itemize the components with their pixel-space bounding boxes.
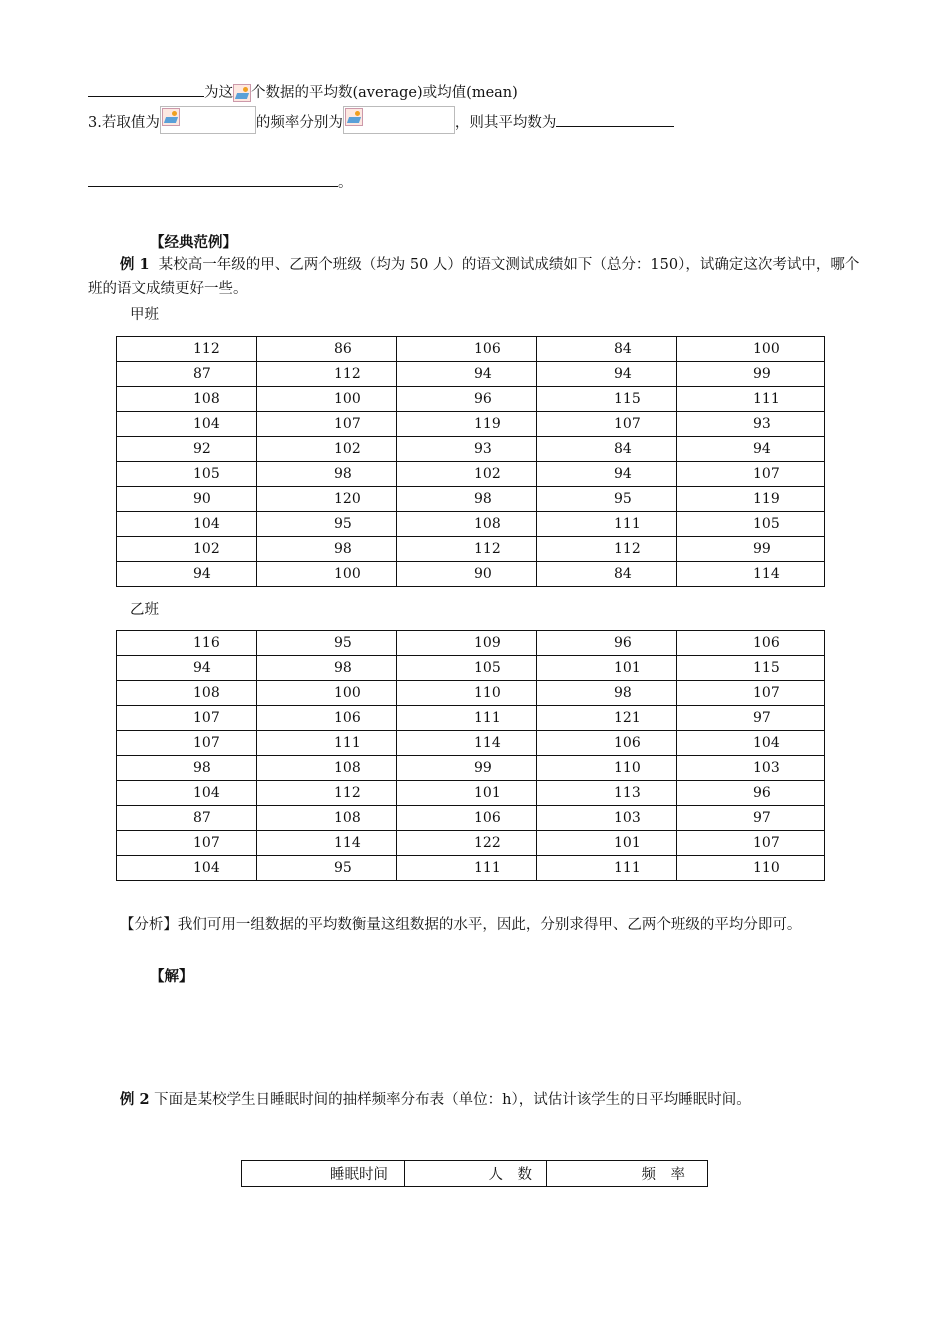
score-cell: 84 [537, 337, 677, 362]
table-row [117, 437, 825, 462]
example-2-label: 例 2 [119, 1091, 150, 1108]
score-cell: 95 [537, 487, 677, 512]
score-cell: 112 [117, 337, 257, 362]
broken-image-icon [162, 108, 180, 126]
analysis-paragraph [88, 913, 860, 937]
score-cell: 98 [257, 656, 397, 681]
class-a-title: 甲班 [130, 307, 159, 323]
table-row [117, 856, 825, 881]
score-cell: 106 [537, 731, 677, 756]
table-row [117, 387, 825, 412]
score-cell: 111 [537, 856, 677, 881]
header-sleep-time: 睡眠时间 [242, 1161, 405, 1187]
score-cell: 93 [397, 437, 537, 462]
score-cell: 100 [677, 337, 825, 362]
score-cell: 94 [537, 362, 677, 387]
score-cell: 105 [117, 462, 257, 487]
score-cell: 84 [537, 437, 677, 462]
score-cell: 115 [537, 387, 677, 412]
score-cell: 90 [117, 487, 257, 512]
score-cell: 107 [117, 831, 257, 856]
header-frequency: 频 率 [547, 1161, 708, 1187]
score-cell: 100 [257, 562, 397, 587]
score-cell: 111 [537, 512, 677, 537]
score-cell: 104 [117, 856, 257, 881]
intro-line-3: 。 [88, 170, 353, 192]
header-count: 人 数 [405, 1161, 547, 1187]
score-cell: 122 [397, 831, 537, 856]
score-cell: 104 [117, 412, 257, 437]
table-row [117, 362, 825, 387]
score-cell: 107 [257, 412, 397, 437]
score-cell: 107 [117, 731, 257, 756]
table-row [117, 412, 825, 437]
score-cell: 105 [397, 656, 537, 681]
score-cell: 95 [257, 512, 397, 537]
score-cell: 102 [257, 437, 397, 462]
answer-blank[interactable] [88, 80, 204, 97]
table-row [117, 806, 825, 831]
table-row [117, 656, 825, 681]
table-row [117, 706, 825, 731]
score-cell: 105 [677, 512, 825, 537]
score-cell: 108 [397, 512, 537, 537]
sleep-frequency-table [241, 1160, 708, 1187]
score-cell: 119 [677, 487, 825, 512]
score-cell: 103 [677, 756, 825, 781]
score-cell: 119 [397, 412, 537, 437]
table-row [117, 462, 825, 487]
score-cell: 114 [397, 731, 537, 756]
score-cell: 110 [537, 756, 677, 781]
example-1-paragraph [88, 253, 860, 301]
image-placeholder [343, 106, 455, 134]
class-b-score-table [116, 630, 825, 881]
score-cell: 114 [257, 831, 397, 856]
score-cell: 111 [397, 706, 537, 731]
score-cell: 113 [537, 781, 677, 806]
score-cell: 99 [677, 537, 825, 562]
score-cell: 104 [117, 781, 257, 806]
score-cell: 107 [677, 681, 825, 706]
score-cell: 110 [397, 681, 537, 706]
score-cell: 101 [397, 781, 537, 806]
score-cell: 99 [677, 362, 825, 387]
score-cell: 84 [537, 562, 677, 587]
score-cell: 94 [677, 437, 825, 462]
score-cell: 110 [677, 856, 825, 881]
example-1-label: 例 1 [119, 256, 150, 273]
score-cell: 106 [397, 806, 537, 831]
table-row [117, 781, 825, 806]
image-placeholder [160, 106, 256, 134]
score-cell: 103 [537, 806, 677, 831]
score-cell: 96 [397, 387, 537, 412]
score-cell: 114 [677, 562, 825, 587]
score-cell: 87 [117, 806, 257, 831]
score-cell: 108 [117, 681, 257, 706]
example-1-text: 某校高一年级的甲、乙两个班级（均为 50 人）的语文测试成绩如下（总分：150），试确定这次考试中，哪个班的语文成绩更好一些。 [88, 257, 860, 297]
answer-blank[interactable] [88, 170, 338, 187]
score-cell: 98 [537, 681, 677, 706]
score-cell: 102 [397, 462, 537, 487]
broken-image-icon [345, 108, 363, 126]
broken-image-icon [233, 84, 251, 102]
table-row [117, 337, 825, 362]
score-cell: 107 [537, 412, 677, 437]
score-cell: 108 [117, 387, 257, 412]
score-cell: 98 [117, 756, 257, 781]
score-cell: 95 [257, 856, 397, 881]
class-b-title: 乙班 [130, 602, 159, 618]
score-cell: 94 [117, 656, 257, 681]
score-cell: 101 [537, 656, 677, 681]
score-cell: 90 [397, 562, 537, 587]
table-row [117, 831, 825, 856]
answer-blank[interactable] [556, 110, 674, 127]
score-cell: 96 [677, 781, 825, 806]
score-cell: 86 [257, 337, 397, 362]
example-2-text: 下面是某校学生日睡眠时间的抽样频率分布表（单位：h），试估计该学生的日平均睡眠时间。 [154, 1092, 751, 1108]
table-row [117, 562, 825, 587]
score-cell: 111 [677, 387, 825, 412]
analysis-text: 我们可用一组数据的平均数衡量这组数据的水平，因此，分别求得甲、乙两个班级的平均分即可。 [177, 917, 802, 933]
score-cell: 106 [677, 631, 825, 656]
score-cell: 104 [677, 731, 825, 756]
score-cell: 102 [117, 537, 257, 562]
score-cell: 120 [257, 487, 397, 512]
score-cell: 98 [397, 487, 537, 512]
score-cell: 95 [257, 631, 397, 656]
score-cell: 112 [397, 537, 537, 562]
score-cell: 107 [677, 462, 825, 487]
score-cell: 94 [397, 362, 537, 387]
score-cell: 108 [257, 756, 397, 781]
score-cell: 94 [537, 462, 677, 487]
score-cell: 100 [257, 681, 397, 706]
score-cell: 92 [117, 437, 257, 462]
score-cell: 97 [677, 806, 825, 831]
score-cell: 121 [537, 706, 677, 731]
score-cell: 93 [677, 412, 825, 437]
score-cell: 98 [257, 537, 397, 562]
score-cell: 97 [677, 706, 825, 731]
score-cell: 96 [537, 631, 677, 656]
table-row [117, 631, 825, 656]
score-cell: 99 [397, 756, 537, 781]
score-cell: 111 [257, 731, 397, 756]
score-cell: 115 [677, 656, 825, 681]
table-row [117, 537, 825, 562]
intro-line-2: 3.若取值为 的频率分别为 ，则其平均数为 [88, 110, 674, 134]
score-cell: 87 [117, 362, 257, 387]
score-cell: 112 [257, 781, 397, 806]
score-cell: 111 [397, 856, 537, 881]
score-cell: 101 [537, 831, 677, 856]
table-row [117, 512, 825, 537]
score-cell: 98 [257, 462, 397, 487]
table-row [117, 487, 825, 512]
score-cell: 112 [537, 537, 677, 562]
score-cell: 100 [257, 387, 397, 412]
example-2-paragraph [88, 1088, 860, 1112]
table-row [117, 731, 825, 756]
solution-label: 【解】 [150, 968, 194, 985]
table-row [117, 681, 825, 706]
intro-line-1: 为这 个数据的平均数(average)或均值(mean) [88, 80, 518, 102]
score-cell: 107 [117, 706, 257, 731]
table-header-row [242, 1161, 708, 1187]
score-cell: 109 [397, 631, 537, 656]
table-row [117, 756, 825, 781]
score-cell: 116 [117, 631, 257, 656]
analysis-label: 【分析】 [119, 917, 178, 933]
section-heading: 【经典范例】 [150, 234, 237, 251]
score-cell: 106 [397, 337, 537, 362]
score-cell: 106 [257, 706, 397, 731]
score-cell: 104 [117, 512, 257, 537]
score-cell: 107 [677, 831, 825, 856]
class-a-score-table [116, 336, 825, 587]
score-cell: 108 [257, 806, 397, 831]
score-cell: 94 [117, 562, 257, 587]
score-cell: 112 [257, 362, 397, 387]
